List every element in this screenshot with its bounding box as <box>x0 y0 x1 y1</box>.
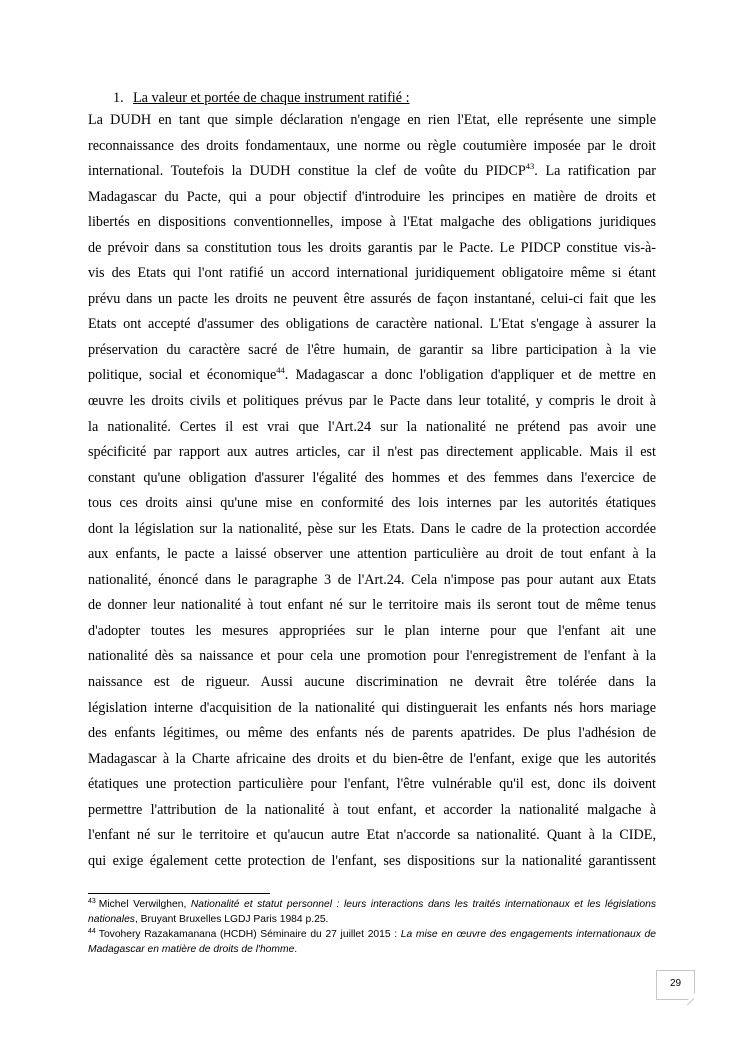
body-line-text: . Madagascar a donc l'obligation d'appliquer et de mettre en <box>284 367 656 384</box>
body-line-text: international. Toutefois la DUDH constitue la clef de voûte du PIDCP <box>88 163 526 180</box>
body-line: vis des Etats qui l'ont ratifié un accord international juridiquement obligatoire même si étant <box>88 265 656 282</box>
footnote-number: 43 <box>88 898 96 905</box>
body-line: Madagascar à la Charte africaine des droits et du bien-être de l'enfant, exige que les autorités <box>88 750 656 767</box>
body-line: étatiques une protection particulière pour l'enfant, l'être vulnérable qu'il est, donc ils doivent <box>88 776 656 793</box>
body-line: des enfants légitimes, ou même des enfants nés de parents apatrides. De plus l'adhésion de <box>88 725 656 742</box>
body-line: préservation du caractère sacré de l'être humain, de garantir sa libre participation à la vie <box>88 341 656 358</box>
body-line: de donner leur nationalité à tout enfant né sur le territoire mais ils seront tout de même tenus <box>88 597 656 614</box>
body-line: Madagascar du Pacte, qui a pour objectif d'introduire les principes en matière de droits et <box>88 188 656 205</box>
body-line <box>88 363 656 389</box>
body-line: libertés en dispositions conventionnelles, impose à l'Etat malgache des obligations juridiques <box>88 214 656 231</box>
body-line: prévu dans un pacte les droits ne peuvent être assurés de façon instantané, celui-ci fait que les <box>88 290 656 307</box>
body-line: tous ces droits ainsi qu'une mise en conformité des lois internes par les autorités étatiques <box>88 495 656 512</box>
body-line <box>88 159 656 185</box>
footnote-author: Michel Verwilghen, <box>98 899 191 910</box>
section-number: 1. <box>113 90 124 106</box>
body-line: spécificité par rapport aux autres articles, car il n'est pas directement applicable. Mais il est <box>88 444 656 461</box>
body-line-text: politique, social et économique <box>88 367 277 384</box>
body-line: qui exige également cette protection de l'enfant, ses dispositions sur la nationalité garantissent <box>88 852 656 869</box>
body-line: aux enfants, le pacte a laissé observer une attention particulière au droit de tout enfant à la <box>88 546 656 563</box>
footnote-title: La mise en œuvre des engagements internationaux de Madagascar en matière de droits de l'homme <box>88 929 656 955</box>
body-line-text: . La ratification par <box>534 163 656 180</box>
body-paragraph <box>88 108 656 874</box>
footnotes <box>88 898 656 957</box>
body-line: reconnaissance des droits fondamentaux, une norme ou règle coutumière imposée par le droit <box>88 137 656 154</box>
body-line: œuvre les droits civils et politiques prévus par le Pacte dans leur totalité, y compris le droit à <box>88 393 656 410</box>
body-line: La DUDH en tant que simple déclaration n'engage en rien l'Etat, elle représente une simple <box>88 112 656 128</box>
body-line: nationalité dès sa naissance et pour cela une promotion pour l'enregistrement de l'enfant à la <box>88 648 656 665</box>
body-line: de prévoir dans sa constitution tous les droits garantis par le Pacte. Le PIDCP constitue vis-à- <box>88 239 656 256</box>
body-line: législation interne d'acquisition de la nationalité qui distinguerait les enfants nés hors mariage <box>88 699 656 716</box>
section-heading <box>113 89 410 107</box>
footnote-reference[interactable]: 43 <box>525 161 535 172</box>
body-line: l'enfant né sur le territoire et qu'aucun autre Etat n'accorde sa nationalité. Quant à la CIDE, <box>88 827 656 844</box>
page-number: 29 <box>669 978 682 989</box>
body-line: permettre l'attribution de la nationalité à tout enfant, et accorder la nationalité malgache à <box>88 801 656 818</box>
footnote-43 <box>88 898 656 927</box>
footnote-reference[interactable]: 44 <box>276 365 285 376</box>
footnote-number: 44 <box>88 928 96 936</box>
footnote-44 <box>88 928 656 957</box>
body-line: d'adopter toutes les mesures appropriées sur le plan interne pour que l'enfant ait une <box>88 622 656 639</box>
footnote-separator <box>88 893 270 894</box>
footnote-details: , Bruyant Bruxelles LGDJ Paris 1984 p.25. <box>134 913 329 925</box>
body-line: nationalité, énoncé dans le paragraphe 3 de l'Art.24. Cela n'impose pas pour autant aux Etats <box>88 571 656 588</box>
body-line: constant qu'une obligation d'assurer l'égalité des hommes et des femmes dans l'exercice de <box>88 469 656 486</box>
footnote-title: Nationalité et statut personnel : leurs interactions dans les traités internationaux et les législations nationales <box>88 899 656 925</box>
footnote-details: . <box>294 943 298 955</box>
section-title: La valeur et portée de chaque instrument ratifié : <box>133 90 410 106</box>
body-line: Etats ont accepté d'assumer des obligations de caractère national. L'Etat s'engage à assurer la <box>88 316 656 333</box>
body-line: naissance est de rigueur. Aussi aucune discrimination ne devrait être tolérée dans la <box>88 674 656 691</box>
body-line: la nationalité. Certes il est vrai que l'Art.24 sur la nationalité ne prétend pas avoir une <box>88 418 656 435</box>
page-number-box <box>656 970 695 1000</box>
footnote-author: Tovohery Razakamanana (HCDH) Séminaire du 27 juillet 2015 : <box>98 929 401 941</box>
body-line: dont la législation sur la nationalité, pèse sur les Etats. Dans le cadre de la protection accordée <box>88 520 656 537</box>
